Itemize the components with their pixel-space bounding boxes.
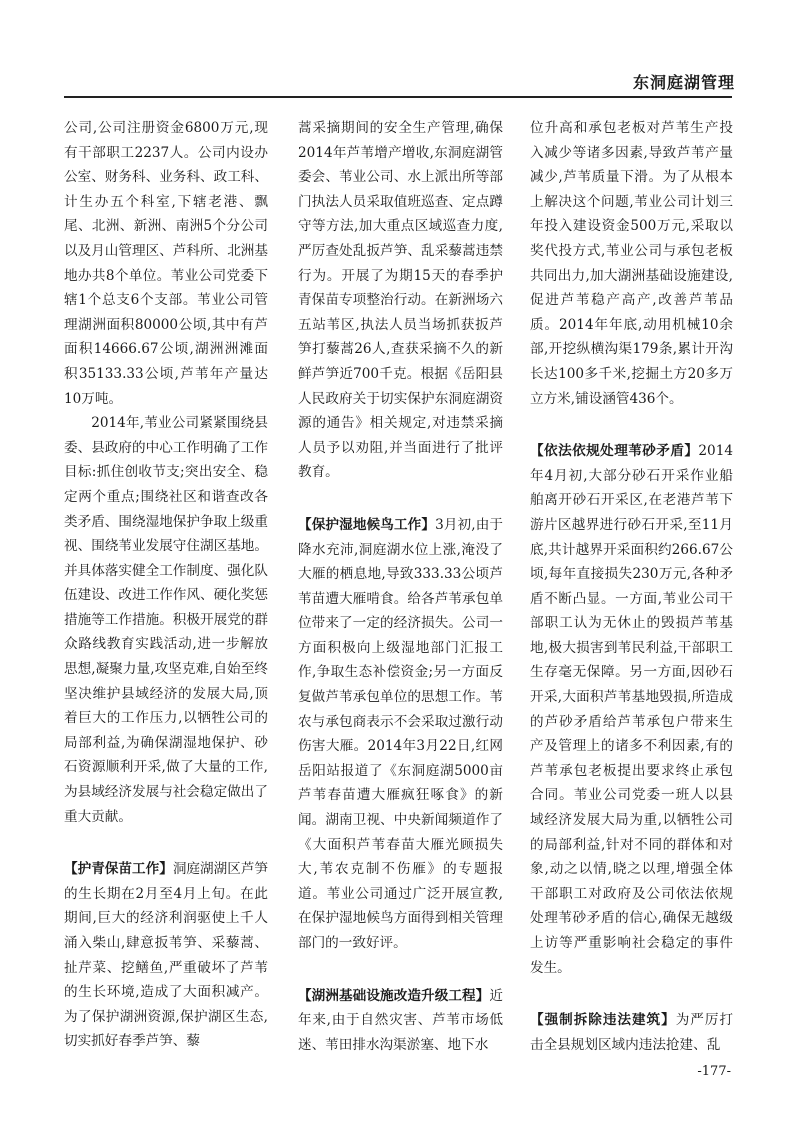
section-heading: 【湖洲基础设施改造升级工程】: [298, 987, 490, 1004]
section-heading: 【强制拆除违法建筑】: [530, 1012, 676, 1029]
page-number: -177-: [697, 1064, 731, 1079]
paragraph: 位升高和承包老板对芦苇生产投入减少等诸多因素,导致芦苇产量减少,芦苇质量下滑。为了从根本上解决这个问题,苇业公司计划三年投入建设资金500万元,采取以奖代投方式,苇业公司与承包老板共同出力,加大湖洲基础设施建设,促进芦苇稳产高产,改善芦苇品质。2014年年底,动用机械10余部,开挖纵横沟渠179条,累计开沟长达100多千米,挖掘土方20多万立方米,铺设涵管436个。: [530, 120, 733, 407]
section-paragraph: [530, 1008, 733, 1057]
section-text: 近年来,由于自然灾害、芦苇市场低迷、苇田排水沟渠淤塞、地下水: [298, 987, 503, 1053]
section-text: 3月初,由于降水充沛,洞庭湖水位上涨,淹没了大雁的栖息地,导致333.33公顷芦苇苗遭大雁啃食。给各芦苇承包单位带来了一定的经济损失。公司一方面积极向上级湿地部门汇报工作,争取生态补偿资金;另一方面反复做芦苇承包单位的思想工作。苇农与承包商表示不会采取过激行动伤害大雁。2014年3月22日,红网岳阳站报道了《东洞庭湖5000亩芦苇春苗遭大雁疯狂啄食》的新闻。湖南卫视、中央新闻频道作了《大面积芦苇春苗大雁光顾损失大,苇农克制不伤雁》的专题报道。苇业公司通过广泛开展宣教,在保护湿地候鸟方面得到相关管理部门的一致好评。: [298, 516, 503, 951]
section-text: 洞庭湖湖区芦笋的生长期在2月至4月上旬。在此期间,巨大的经济利润驱使上千人涌入柴山,肆意扳苇笋、采藜蒿、扯芹菜、挖鳝鱼,严重破坏了芦苇的生长环境,造成了大面积减产。为了保护湖洲资源,保护湖区生态,切实抓好春季芦笋、藜: [64, 861, 269, 1050]
spacer: [64, 829, 268, 857]
section-paragraph: [298, 984, 503, 1058]
column-2: [298, 116, 503, 1057]
spacer: [530, 980, 733, 1008]
spacer: [530, 411, 733, 439]
section-text: 为严厉打击全县规划区域内违法抢建、乱: [530, 1012, 734, 1053]
section-text: 2014年4月初,大部分砂石开采作业船舶离开砂石开采区,在老港芦苇下游片区越界进行砂石开采,至11月底,共计越界开采面积约266.67公顷,每年直接损失230万元,各种矛盾不断凸显。一方面,苇业公司干部职工认为无休止的毁损芦苇基地,极大损害到苇民利益,干部职工生存毫无保障。另一方面,因砂石开采,大面积芦苇基地毁损,所造成的芦砂矛盾给芦苇承包户带来生产及管理上的诸多不利因素,有的芦苇承包老板提出要求终止承包合同。苇业公司党委一班人以县域经济发展大局为重,以牺牲公司的局部利益,针对不同的群体和对象,动之以情,晓之以理,增强全体干部职工对政府及公司依法依规处理苇砂矛盾的信心,确保无越级上访等严重影响社会稳定的事件发生。: [530, 443, 733, 976]
column-3: [530, 116, 733, 1057]
paragraph: 公司,公司注册资金6800万元,现有干部职工2237人。公司内设办公室、财务科、业务科、政工科、计生办五个科室,下辖老港、飘尾、北洲、新洲、南洲5个分公司以及月山管理区、芦科所、北洲基地办共8个单位。苇业公司党委下辖1个总支6个支部。苇业公司管理湖洲面积80000公顷,其中有芦面积14666.67公顷,湖洲洲滩面积35133.33公顷,芦苇年产量达10万吨。: [64, 120, 268, 407]
running-header-title: 东洞庭湖管理: [632, 73, 735, 92]
section-heading: 【保护湿地候鸟工作】: [298, 516, 436, 533]
column-1: [64, 116, 268, 1054]
header-rule: [64, 96, 732, 98]
section-paragraph: [298, 513, 503, 956]
spacer: [298, 956, 503, 984]
paragraph: 2014年,苇业公司紧紧围绕县委、县政府的中心工作明确了工作目标:抓住创收节支;突出安全、稳定两个重点;围绕社区和谐查改各类矛盾、围绕湿地保护争取上级重视、围绕苇业发展守住湖区基地。并具体落实健全工作制度、强化队伍建设、改进工作作风、硬化奖惩措施等工作措施。积极开展党的群众路线教育实践活动,进一步解放思想,凝聚力量,攻坚克难,自始至终坚决维护县域经济的发展大局,顶着巨大的工作压力,以牺牲公司的局部利益,为确保湖湿地保护、砂石资源顺利开采,做了大量的工作,为县域经济发展与社会稳定做出了重大贡献。: [64, 415, 268, 825]
spacer: [298, 485, 503, 513]
section-heading: 【依法依规处理苇砂矛盾】: [530, 443, 699, 460]
paragraph: 蒿采摘期间的安全生产管理,确保2014年芦苇增产增收,东洞庭湖管委会、苇业公司、水上派出所等部门执法人员采取值班巡查、定点蹲守等方法,加大重点区域巡查力度,严厉查处乱扳芦笋、乱采藜蒿违禁行为。开展了为期15天的春季护青保苗专项整治行动。在新洲场六五站苇区,执法人员当场抓获扳芦笋打藜蒿26人,查获采摘不久的新鲜芦笋近700千克。根据《岳阳县人民政府关于切实保护东洞庭湖资源的通告》相关规定,对违禁采摘人员予以劝阻,并当面进行了批评教育。: [298, 120, 503, 481]
section-paragraph: [64, 857, 268, 1054]
section-heading: 【护青保苗工作】: [64, 861, 173, 878]
section-paragraph: [530, 439, 733, 980]
